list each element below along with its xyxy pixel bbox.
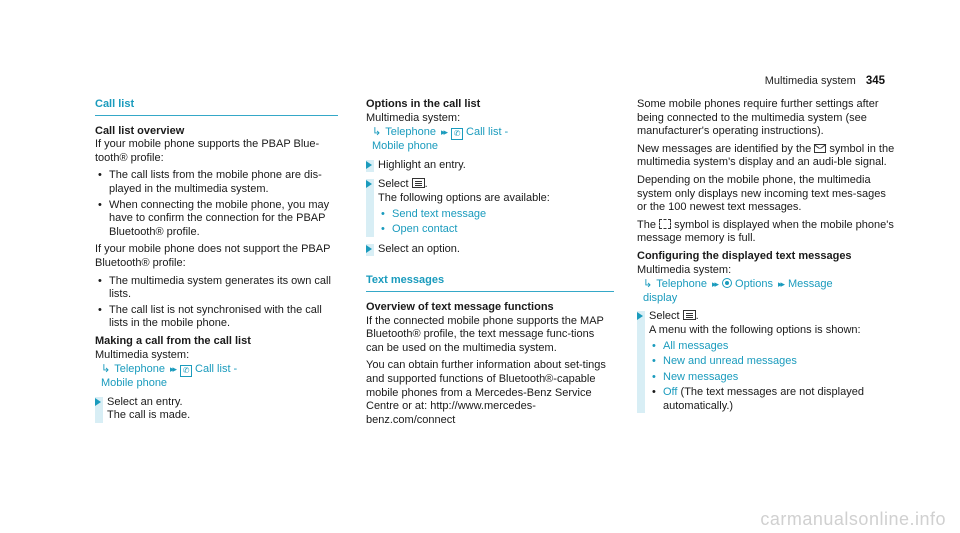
gear-icon — [722, 278, 732, 288]
step-select-menu: Select . A menu with the following options is shown: • All messages • New and unread messages • New messages • Off (The text messages are not displayed automatically.) — [637, 310, 897, 413]
overview-paragraph-1: If your mobile phone supports the PBAP Blue-tooth® profile: — [95, 138, 320, 164]
mobile-phone-link[interactable]: Mobile phone — [101, 377, 168, 390]
step-select-menu: Select . The following options are available: • Send text message • Open contact — [366, 178, 614, 236]
text-messages-title: Text messages — [366, 274, 614, 292]
chevron-right-icon: ▸▸ — [712, 279, 718, 290]
step-text: Select an entry. — [107, 395, 183, 408]
config-intro: Multimedia system: — [637, 263, 732, 276]
config-heading: Configuring the displayed text messages — [637, 249, 852, 262]
making-call-intro: Multimedia system: — [95, 348, 190, 361]
text-fragment: New messages are identified by the — [637, 142, 812, 155]
phone-icon: ✆ — [451, 128, 463, 140]
navigation-path — [637, 278, 897, 305]
message-options-list — [649, 340, 897, 414]
option-open-contact[interactable]: • Open contact — [378, 223, 614, 237]
chevron-right-icon: ▸▸ — [441, 127, 447, 138]
display-link[interactable]: display — [643, 291, 678, 304]
option-all-messages[interactable]: • All messages — [649, 340, 897, 354]
navigation-path — [95, 363, 338, 391]
step-note: A menu with the following options is shown: — [649, 323, 861, 336]
option-new-and-unread-messages[interactable]: • New and unread messages — [649, 355, 897, 369]
navigation-path — [366, 126, 614, 154]
step-select-option — [366, 243, 614, 257]
text-fragment: symbol is displayed when the mobile phone's message memory is full. — [637, 218, 894, 245]
options-intro: Multimedia system: — [366, 111, 461, 124]
call-list-title: Call list — [95, 98, 338, 116]
step-arrow-icon — [95, 398, 101, 406]
step-arrow-icon — [366, 180, 372, 188]
return-arrow-icon: ↳ — [372, 126, 382, 139]
column-2 — [366, 98, 614, 431]
overview-paragraph-2: If your mobile phone does not support the PBAP Bluetooth® profile: — [95, 243, 331, 269]
message-link[interactable]: Message — [788, 278, 833, 291]
text-fragment: symbol in the multimedia system's display and an audi-ble signal. — [637, 142, 895, 169]
call-list-link[interactable]: Call list - — [466, 126, 509, 139]
chevron-right-icon: ▸▸ — [777, 279, 784, 290]
list-item: • The call lists from the mobile phone are dis-played in the multimedia system. — [95, 169, 338, 196]
step-result: The call is made. — [107, 409, 191, 422]
step-highlight-entry — [366, 159, 614, 173]
page-header — [765, 75, 885, 89]
paragraph-memory-full — [637, 219, 897, 246]
options-list — [378, 208, 614, 237]
return-arrow-icon: ↳ — [643, 278, 653, 291]
option-off[interactable]: Off — [663, 386, 678, 399]
watermark: carmanualsonline.info — [760, 509, 946, 530]
text-overview-heading: Overview of text message functions — [366, 300, 554, 313]
step-text: Select — [378, 178, 409, 191]
envelope-icon — [814, 144, 826, 153]
list-item: • When connecting the mobile phone, you may have to confirm the connection for the PBAP Bluetooth® profile. — [95, 199, 338, 240]
menu-icon — [412, 178, 425, 188]
call-list-overview-heading: Call list overview — [95, 124, 185, 137]
chevron-right-icon: ▸▸ — [170, 364, 176, 375]
menu-icon — [683, 310, 696, 320]
step-text: Highlight an entry. — [378, 158, 466, 171]
options-link[interactable]: Options — [735, 278, 773, 291]
column-1 — [95, 98, 338, 429]
list-item: • The multimedia system generates its own call lists. — [95, 275, 338, 302]
making-call-heading: Making a call from the call list — [95, 334, 251, 347]
overview-bullets-2 — [95, 275, 338, 331]
option-new-messages[interactable]: • New messages — [649, 371, 897, 385]
header-section: Multimedia system — [764, 75, 856, 87]
column-3 — [637, 98, 897, 419]
step-text: Select — [649, 310, 680, 323]
option-off-item — [649, 386, 897, 413]
text-overview-paragraph-2: You can obtain further information about set-tings and supported functions of Bluetooth®-capable mobile phones from a Mercedes-Benz Service Centre or at: http://www.mercedes-benz.com/connect — [366, 359, 606, 426]
list-item: • The call list is not synchronised with the call lists in the mobile phone. — [95, 304, 338, 331]
paragraph-new-messages — [637, 143, 897, 170]
page-number: 345 — [865, 75, 885, 87]
step-text: Select an option. — [378, 242, 460, 255]
message-memory-full-icon — [659, 219, 671, 229]
overview-bullets — [95, 169, 338, 239]
text-fragment: The — [637, 218, 656, 231]
return-arrow-icon: ↳ — [101, 363, 111, 376]
step-arrow-icon — [637, 312, 643, 320]
step-arrow-icon — [366, 245, 372, 253]
phone-icon: ✆ — [180, 365, 192, 377]
telephone-link[interactable]: Telephone — [385, 126, 436, 139]
step-select-entry — [95, 396, 338, 423]
step-note: The following options are available: — [378, 191, 550, 204]
option-send-text-message[interactable]: • Send text message — [378, 208, 614, 222]
paragraph-settings: Some mobile phones require further settings after being connected to the multimedia system (see manufacturer's operating instructions). — [637, 98, 879, 138]
call-list-link[interactable]: Call list - — [195, 363, 238, 376]
text-overview-paragraph-1: If the connected mobile phone supports the MAP Bluetooth® profile, the text message func-tions can be used on the multimedia system. — [366, 314, 604, 354]
mobile-phone-link[interactable]: Mobile phone — [372, 140, 439, 153]
options-heading: Options in the call list — [366, 98, 481, 110]
telephone-link[interactable]: Telephone — [656, 278, 707, 291]
telephone-link[interactable]: Telephone — [114, 363, 165, 376]
paragraph-display-behaviour: Depending on the mobile phone, the multimedia system only displays new incoming text mes-sages or the 100 newest text messages. — [637, 173, 886, 214]
off-note: (The text messages are not displayed automatically.) — [663, 386, 864, 412]
step-arrow-icon — [366, 161, 372, 169]
